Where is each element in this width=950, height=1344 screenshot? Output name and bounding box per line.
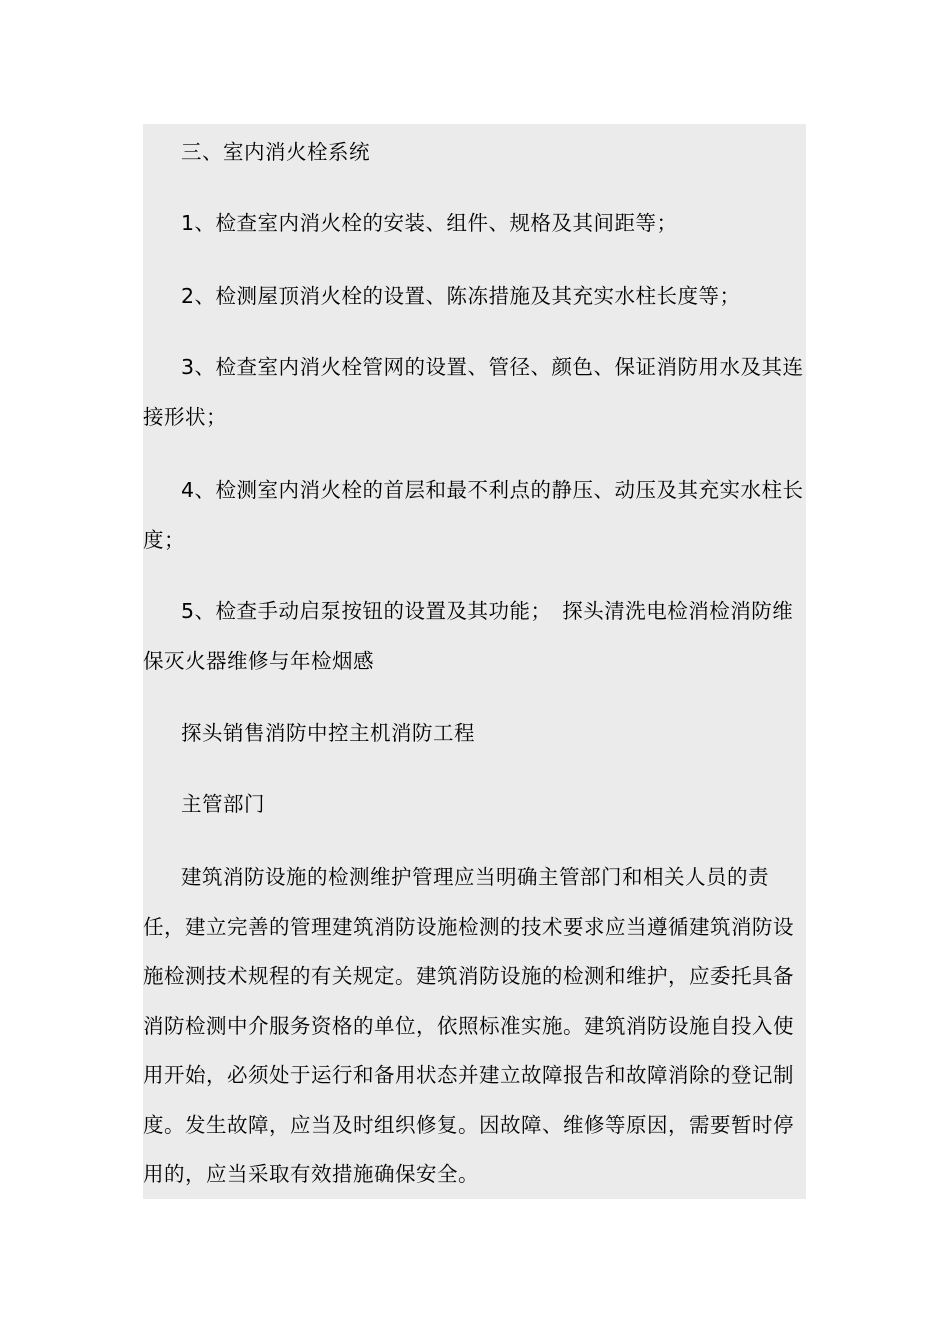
paragraph-item-1: 1、检查室内消火栓的安装、组件、规格及其间距等； (181, 211, 678, 235)
paragraph-item-2: 2、检测屋顶消火栓的设置、陈冻措施及其充实水柱长度等； (181, 284, 741, 308)
paragraph-item-3: 3、检查室内消火栓管网的设置、管径、颜色、保证消防用水及其连接形状； (143, 355, 804, 429)
paragraph-body: 建筑消防设施的检测维护管理应当明确主管部门和相关人员的责任，建立完善的管理建筑消防设施检测的技术要求应当遵循建筑消防设施检测技术规程的有关规定。建筑消防设施的检测和维护，应委托具备消防检测中介服务资格的单位，依照标准实施。建筑消防设施自投入使用开始，必须处于运行和备用状态并建立故障报告和故障消除的登记制度。发生故障，应当及时组织修复。因故障、维修等原因，需要暂时停用的，应当采取有效措施确保安全。 (143, 865, 794, 1186)
paragraph-probe-sales: 探头销售消防中控主机消防工程 (181, 721, 475, 745)
document-text-panel (143, 124, 806, 1199)
paragraph-item-4: 4、检测室内消火栓的首层和最不利点的静压、动压及其充实水柱长度； (143, 478, 804, 552)
section-heading: 三、室内消火栓系统 (181, 140, 370, 164)
paragraph-item-5: 5、检查手动启泵按钮的设置及其功能； 探头清洗电检消检消防维保灭火器维修与年检烟感 (143, 599, 794, 673)
paragraph-authority-heading: 主管部门 (181, 792, 265, 816)
